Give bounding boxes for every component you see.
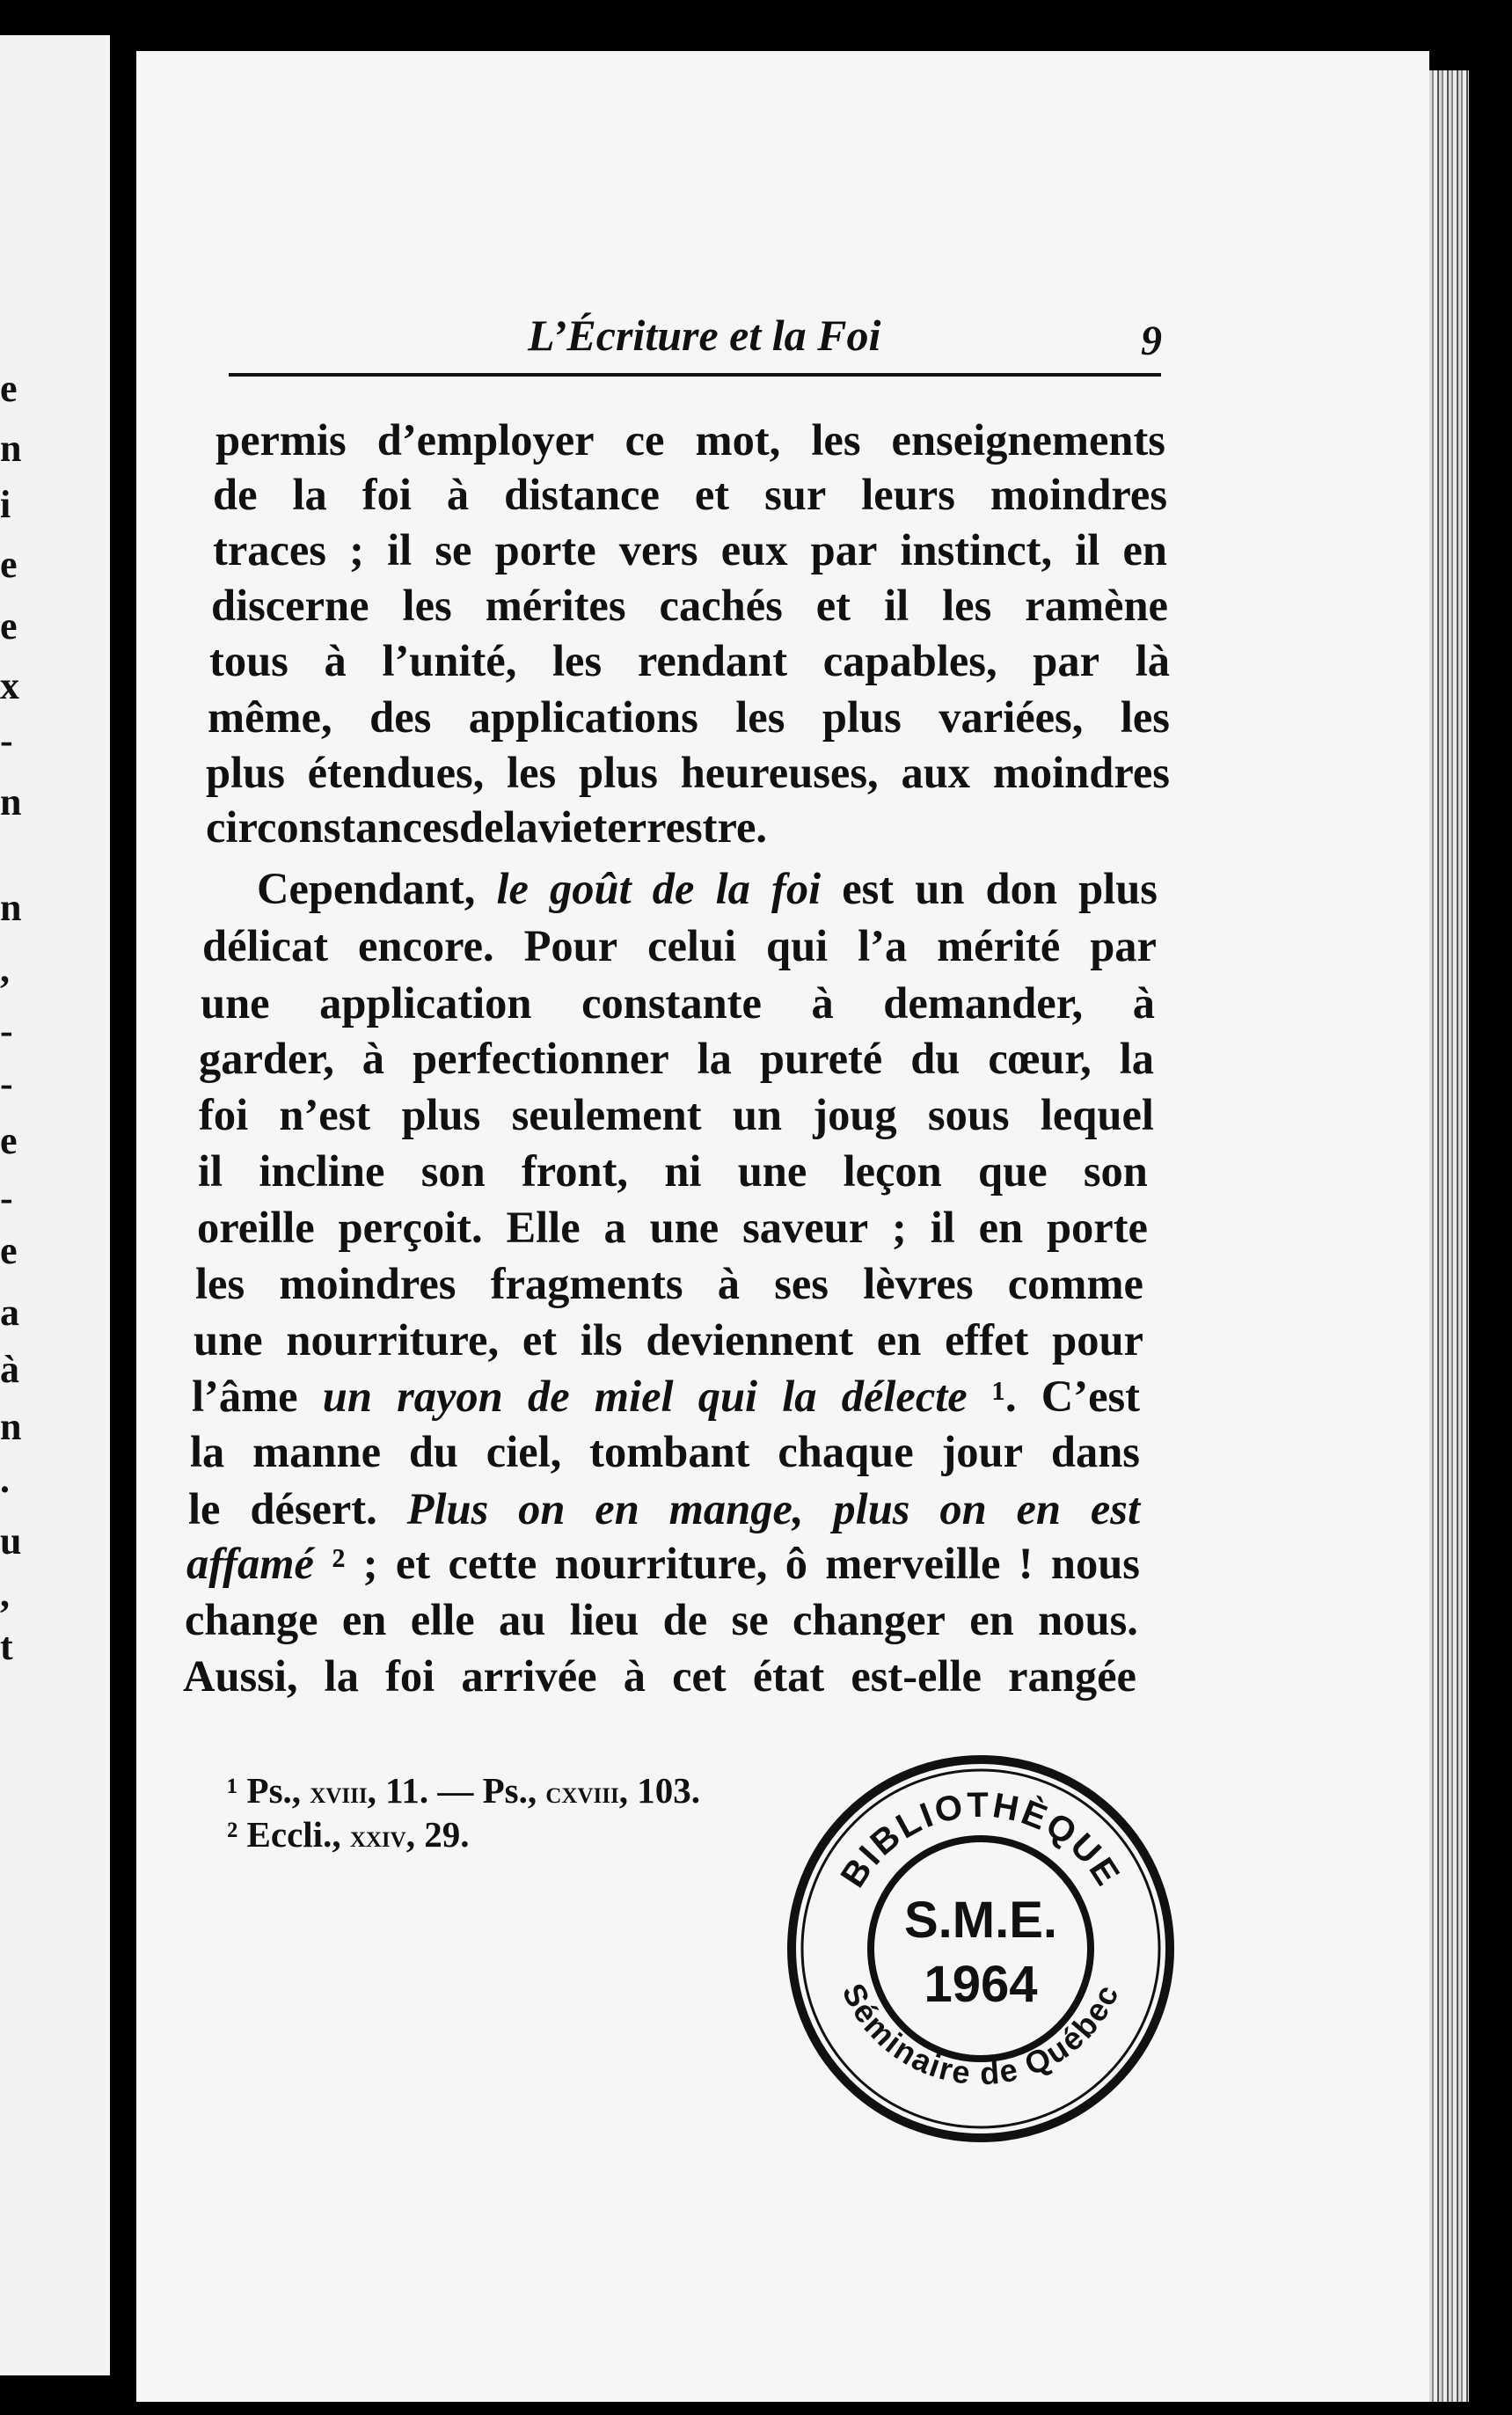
word: se [435,525,472,574]
word: heureuses, [680,748,879,797]
footnote-part: xviii [310,1775,368,1810]
word: effet [945,1315,1029,1365]
page-number: 9 [1141,318,1162,364]
word: à [362,1034,385,1083]
word: Cependant, [257,864,476,913]
word: ciel, [486,1427,562,1476]
word: joug [813,1090,897,1139]
word: encore. [357,921,494,970]
word: mot, [695,415,781,465]
text-line [211,583,1168,628]
word: terrestre. [592,802,768,852]
word: même, [208,692,332,742]
word: perçoit. [338,1203,483,1252]
stamp-center-line2: 1964 [924,1956,1038,2013]
word: qui [698,1372,758,1421]
text-line [199,1036,1154,1081]
word: on [939,1484,987,1533]
word: à [623,1651,646,1701]
word: par [1033,636,1100,685]
word: la [715,864,750,913]
footnote-part: cxviii [545,1775,619,1810]
text-line [202,921,1157,970]
word: foi [771,864,822,913]
word: pour [1052,1315,1143,1365]
footnote-part: ¹ Ps., [227,1770,310,1811]
word: C’est [1041,1372,1140,1421]
word: les [735,692,785,742]
word: dans [1050,1427,1140,1476]
word: moindres [279,1259,457,1308]
word: celui [647,921,737,970]
word: de [662,1595,708,1644]
text-line [257,864,1158,913]
word: moindres [992,748,1170,797]
word: lieu [569,1595,639,1644]
text-line [188,1484,1140,1533]
word: incline [259,1146,385,1196]
text-line [201,978,1155,1028]
word: les [942,581,992,630]
word: change [185,1595,318,1644]
word: vers [618,525,698,574]
left-page-fragment: n [0,427,22,470]
word: les [507,748,557,797]
word: discerne [211,581,369,630]
text-line [199,1090,1154,1139]
text-line [215,415,1165,465]
word: porte [494,525,596,574]
word: un [732,1090,782,1139]
word: lequel [1040,1090,1154,1139]
word: délicat [202,921,329,970]
word: merveille [825,1539,1001,1588]
word: du [910,1034,961,1083]
word: en [595,1484,639,1533]
left-page-fragment: . [0,1458,10,1501]
word: à [811,978,834,1028]
word: plus [822,692,902,742]
word: plus [579,748,658,797]
word: plus [206,748,285,797]
word: ses [774,1259,829,1308]
word: mérites [485,581,626,630]
word: à [324,636,347,685]
word: le [188,1484,221,1533]
word: ; [892,1203,907,1252]
text-line [209,636,1170,685]
left-page-fragment: e [0,1229,18,1272]
text-line [198,1146,1148,1196]
footnote [227,1770,700,1811]
text-line [185,1595,1138,1644]
text-line [213,472,1167,517]
word: état [752,1651,825,1701]
word: ce [625,415,665,465]
word: goût [550,864,632,913]
word: un [322,1372,372,1421]
word: cet [672,1651,727,1701]
text-line [206,802,880,852]
word: là [1135,636,1170,685]
word: foi [199,1090,249,1139]
left-page-fragment: n [0,886,22,929]
word: Pour [523,921,618,970]
word: une [737,1146,807,1196]
stamp-center-line1: S.M.E. [903,1892,1058,1949]
word: nourriture, [554,1539,768,1588]
word: jour [941,1427,1024,1476]
word: perfectionner [413,1034,669,1083]
text-line [213,525,1167,574]
word: leçon [843,1146,942,1196]
word: les [552,636,603,685]
word: ; [362,1539,378,1588]
text-line [183,1651,1136,1701]
word: plus [833,1484,910,1533]
word: instinct, [900,525,1053,574]
word: demander, [883,978,1084,1028]
footnote-part: , 11. — Ps., [367,1770,546,1811]
word: les [811,415,861,465]
word: cachés [659,581,783,630]
word: il [930,1203,955,1252]
word: délecte [841,1372,968,1421]
word: la [324,1651,359,1701]
word: à [1132,978,1155,1028]
word: tombant [589,1427,750,1476]
left-page-fragment: à [0,1348,19,1391]
word: rayon [397,1372,503,1421]
word: miel [594,1372,674,1421]
word: le [496,864,529,913]
word: vie [537,802,593,852]
word: des [369,692,432,742]
word: capables, [822,636,997,685]
left-page-fragment: - [0,719,13,762]
word: don [985,864,1057,913]
word: par [810,525,878,574]
word: traces [213,525,326,574]
word: ¹. [991,1372,1017,1421]
word: la [697,1034,732,1083]
text-line [190,1427,1140,1476]
word: à [446,470,470,519]
word: de [213,470,258,519]
word: la [503,802,538,852]
word: ² [332,1539,346,1588]
left-page-fragment: n [0,1405,22,1448]
word: chaque [778,1427,914,1476]
word: n’est [279,1090,371,1139]
word: changer [793,1595,946,1644]
stamp-center-ring [871,1839,1091,2059]
word: une [194,1315,263,1365]
word: il [1075,525,1100,574]
left-page-fragment: a [0,1291,19,1334]
word: comme [1007,1259,1143,1308]
word: front, [521,1146,629,1196]
text-line [208,692,1170,742]
word: et [694,470,730,519]
word: il [198,1146,223,1196]
left-page-fragment: , [0,1572,10,1615]
word: l’unité, [382,636,517,685]
word: elle [410,1595,475,1644]
text-line [186,1541,1140,1586]
word: tous [209,636,289,685]
word: que [978,1146,1048,1196]
word: saveur [742,1203,869,1252]
word: est [842,864,895,913]
word: rendant [637,636,788,685]
word: garder, [199,1034,334,1083]
left-page-fragment: - [0,1009,13,1052]
text-line [192,1374,1140,1419]
running-head: L’Écriture et la Foi [528,311,881,360]
word: est [1090,1484,1140,1533]
word: constante [581,978,762,1028]
text-line [195,1259,1143,1308]
word: et [395,1539,431,1588]
word: seulement [511,1090,702,1139]
word: une [649,1203,719,1252]
word: est-elle [851,1651,982,1701]
word: ni [664,1146,702,1196]
footnote-part: ² Eccli., [227,1814,350,1855]
word: ils [580,1315,623,1365]
left-page-fragment: - [0,1062,13,1105]
word: variées, [939,692,1084,742]
word: nourriture, [286,1315,500,1365]
left-page-fragment: - [0,1176,13,1219]
word: en [1122,525,1167,574]
left-page-fragment: e [0,604,18,648]
left-page-fragment: e [0,1119,18,1162]
word: deviennent [646,1315,854,1365]
word: ; [349,525,364,574]
word: son [420,1146,486,1196]
word: la [1119,1034,1154,1083]
word: au [499,1595,546,1644]
word: distance [504,470,660,519]
left-page-fragment: e [0,367,18,410]
word: enseignements [891,415,1165,465]
left-page-fragment: e [0,543,18,586]
word: aux [901,748,971,797]
word: par [1090,921,1157,970]
word: leurs [861,470,955,519]
word: moindres [990,470,1167,519]
word: foi [385,1651,435,1701]
word: du [408,1427,458,1476]
word: circonstances [206,802,459,852]
word: se [731,1595,769,1644]
word: Plus [406,1484,489,1533]
word: porte [1046,1203,1148,1252]
word: les [1120,692,1170,742]
left-page-fragment: x [0,664,19,707]
word: sous [927,1090,1010,1139]
footnote-part: , 103. [618,1770,700,1811]
word: en [978,1203,1024,1252]
word: plus [401,1090,481,1139]
word: Elle [506,1203,581,1252]
footnote [227,1814,470,1855]
word: ramène [1025,581,1168,630]
word: en [1016,1484,1062,1533]
footnote-part: xxiv [349,1819,406,1854]
word: sur [764,470,827,519]
word: désert. [250,1484,377,1533]
word: l’âme [192,1372,298,1421]
word: en [341,1595,387,1644]
text-line [197,1205,1148,1250]
word: la [292,470,327,519]
stamp-arc-top: BIBLIOTHÈQUE [833,1785,1129,1895]
word: ! [1018,1539,1034,1588]
stamp-arc-bottom: Séminaire de Québec [835,1977,1127,2092]
word: la [782,1372,817,1421]
word: plus [1078,864,1158,913]
left-page-fragment: , [0,948,10,991]
word: a [603,1203,626,1252]
word: qui [765,921,829,970]
word: de [527,1372,570,1421]
word: une [201,978,270,1028]
word: arrivée [461,1651,597,1701]
word: de [458,802,504,852]
word: en [876,1315,922,1365]
word: cœur, [988,1034,1092,1083]
left-page-fragment: u [0,1519,22,1562]
word: la [190,1427,225,1476]
word: foi [362,470,412,519]
word: rangée [1008,1651,1136,1701]
word: nous [1050,1539,1140,1588]
word: étendues, [307,748,485,797]
word: de [652,864,695,913]
word: et [815,581,851,630]
word: Aussi, [183,1651,298,1701]
text-line [194,1315,1143,1365]
word: d’employer [376,415,595,465]
text-line [206,750,1170,795]
word: ô [785,1539,807,1588]
left-page-fragment: t [0,1625,13,1668]
word: permis [215,415,347,465]
word: affamé [186,1539,314,1588]
word: il [387,525,413,574]
word: mérité [937,921,1061,970]
left-page-fragment: i [0,483,11,526]
word: nous. [1038,1595,1138,1644]
word: il [884,581,909,630]
word: les [402,581,452,630]
footnote-part: , 29. [405,1814,470,1855]
word: en [969,1595,1014,1644]
word: manne [252,1427,381,1476]
word: l’a [858,921,908,970]
word: eux [720,525,788,574]
word: les [195,1259,245,1308]
word: à [717,1259,740,1308]
word: un [915,864,965,913]
word: on [518,1484,566,1533]
word: pureté [759,1034,883,1083]
word: fragments [490,1259,683,1308]
left-page-fragment: n [0,780,22,823]
word: cette [448,1539,537,1588]
word: lèvres [863,1259,974,1308]
word: application [319,978,532,1028]
library-stamp [783,1751,1179,2147]
word: applications [468,692,698,742]
word: oreille [197,1203,315,1252]
word: mange, [668,1484,804,1533]
word: et [522,1315,558,1365]
word: son [1083,1146,1148,1196]
